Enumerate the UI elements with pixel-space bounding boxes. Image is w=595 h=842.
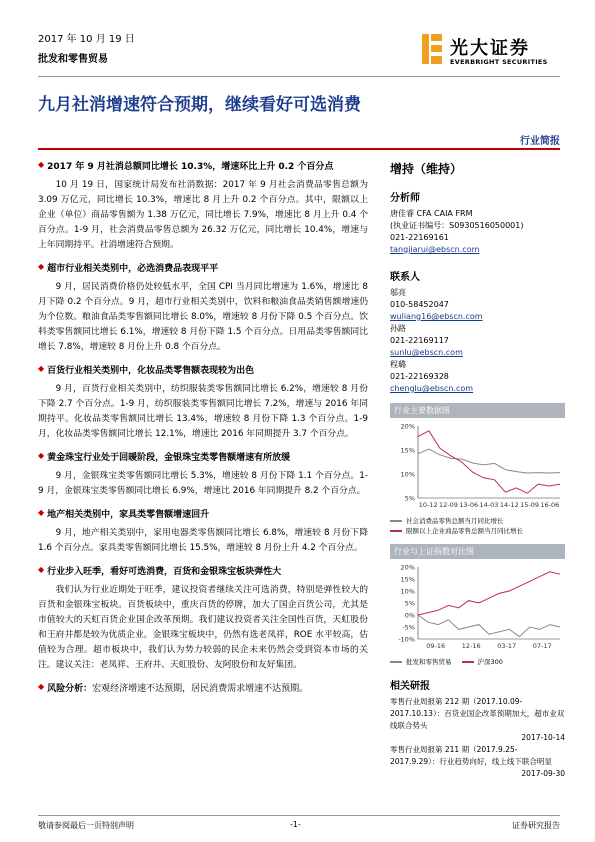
contact-name: 程璐 (390, 360, 406, 369)
diamond-bullet-icon: ◆ (38, 262, 45, 271)
section-paragraph: 9 月，地产相关类别中，家用电器类零售额同比增长 6.8%，增速较 8 月份下降 1.6 个百分点。家具类零售额同比增长 15.5%，增速较 8 月份上升 4.2 个百分点。 (38, 528, 368, 553)
analyst-phone: 021-22169161 (390, 233, 449, 242)
section-heading: 2017 年 9 月社消总额同比增长 10.3%，增速环比上升 0.2 个百分点 (47, 162, 334, 172)
y-tick-label: 15% (400, 575, 415, 584)
contact-name: 孙路 (390, 324, 406, 333)
y-tick-label: 5% (404, 599, 415, 608)
section (38, 159, 368, 253)
risk-text: 宏观经济增速不达预期，居民消费需求增速不达预期。 (92, 684, 309, 694)
report-title: 九月社消增速符合预期，继续看好可选消费 (38, 95, 361, 115)
series-line (418, 431, 560, 493)
chart-header: 行业主要数据图 (390, 403, 565, 418)
legend-swatch (390, 520, 402, 522)
risk-analysis (38, 681, 368, 694)
section-heading: 超市行业相关类别中，必选消费品表现平平 (47, 264, 219, 274)
section-paragraph: 9 月，百货行业相关类别中，纺织服装类零售额同比增长 6.2%，增速较 8 月份下降 2.7 个百分点。1-9 月，纺织服装类零售额同比增长 7.2%，增速与 2016 年同期持平。化妆品类零售额同比增长 13.4%，增速较 8 月份下降 1.3 个百分点。1-9 月，化妆品类零售额同比增长 12.1%，增速比 2016 年同期提升 3.7 个百分点。 (38, 384, 368, 439)
contact-item (390, 323, 565, 359)
x-tick-label: 13-06 (459, 501, 479, 509)
section (38, 363, 368, 442)
chart-2-svg (390, 559, 565, 657)
section-paragraph: 10 月 19 日，国家统计局发布社消数据：2017 年 9 月社会消费品零售总额为 3.09 万亿元，同比增长 10.3%，增速比 8 月上升 0.2 个百分点。其中，限额以上企业（单位）商品零售额为 1.38 万亿元，同比增长 7.9%，增速比 8 月上升 0.4 个百分点。1-9 月，社会消费品零售总额为 26.32 万亿元，同比增长 10.4%，增速与上年同期持平。社消增速符合预期。 (38, 180, 368, 250)
legend-label: 社会消费品零售总额当月同比增长 (406, 517, 504, 525)
series-line (418, 615, 560, 637)
analyst-cert: (执业证书编号：S0930516050001) (390, 221, 524, 230)
diamond-bullet-icon: ◆ (38, 682, 45, 691)
section-paragraph: 9 月，居民消费价格仍处较低水平，全国 CPI 当月同比增速为 1.6%，增速比 8 月下降 0.2 个百分点。9 月，超市行业相关类别中，饮料和粮油食品类销售额增速仍为个位数。粮油食品类零售额同比增长 8.0%，增速较 8 月份下降 0.5 个百分点。饮料类零售额同比增长 6.1%，增速较 8 月份下降 1.5 个百分点。日用品类零售额同比增长 7.8%，增速较 8 月份上升 0.8 个百分点。 (38, 282, 368, 352)
x-tick-label: 15-09 (520, 501, 540, 509)
page-number: -1- (290, 820, 301, 829)
x-tick-label: 12-09 (438, 501, 458, 509)
x-tick-label: 03-17 (497, 642, 517, 650)
y-tick-label: 20% (400, 563, 415, 572)
y-tick-label: 10% (400, 587, 415, 596)
footer-divider (38, 815, 560, 816)
analyst-email[interactable]: tangjiarui@ebscn.com (390, 245, 480, 254)
series-line (418, 449, 560, 473)
related-date: 2017-09-30 (521, 769, 565, 778)
report-date: 2017 年 10 月 19 日 (38, 34, 135, 45)
analyst-name: 唐佳睿 CFA CAIA FRM (390, 209, 473, 218)
section-paragraph: 9 月，金银珠宝类零售额同比增长 5.3%，增速较 8 月份下降 1.1 个百分点。1-9 月，金银珠宝类零售额同比增长 6.9%，增速比 2016 年同期提升 8.2 个百分点。 (38, 471, 368, 496)
y-tick-label: 15% (400, 446, 415, 455)
legend-swatch (390, 530, 402, 532)
legend-swatch (462, 661, 474, 663)
y-tick-label: 5% (404, 494, 415, 503)
sidebar (390, 160, 565, 780)
logo-mark-icon (420, 32, 444, 66)
legend-label: 限额以上企业商品零售总额当月同比增长 (406, 527, 523, 535)
analyst-heading: 分析师 (390, 193, 420, 204)
chart-1 (390, 418, 565, 516)
related-item[interactable] (390, 744, 565, 780)
x-tick-label: 14-03 (479, 501, 499, 509)
y-tick-label: 20% (400, 422, 415, 431)
chart-1-svg (390, 418, 565, 516)
series-line (418, 572, 560, 615)
x-tick-label: 10-12 (418, 501, 438, 509)
related-text: 零售行业周报第 212 期（2017.10.09-2017.10.13）：百货业国企改革预期加大，超市业双线联合势头 (390, 697, 565, 730)
report-type: 行业简报 (520, 136, 560, 147)
main-content (38, 154, 368, 700)
x-tick-label: 12-16 (461, 642, 481, 650)
diamond-bullet-icon: ◆ (38, 364, 45, 373)
contact-item (390, 359, 565, 395)
rating: 增持（维持） (390, 162, 463, 176)
related-date: 2017-10-14 (521, 733, 565, 742)
legend-label: 批发和零售贸易 (406, 658, 452, 666)
section (38, 507, 368, 556)
risk-label: 风险分析： (47, 684, 93, 694)
contact-name: 邬亮 (390, 288, 406, 297)
contact-email[interactable]: wuliang16@ebscn.com (390, 312, 483, 321)
legend-swatch (390, 661, 402, 663)
section (38, 564, 368, 673)
related-item[interactable] (390, 696, 565, 744)
sector-name: 批发和零售贸易 (38, 54, 108, 65)
header-divider (38, 76, 560, 77)
legend-item (390, 526, 565, 536)
diamond-bullet-icon: ◆ (38, 160, 45, 169)
diamond-bullet-icon: ◆ (38, 565, 45, 574)
x-tick-label: 14-12 (499, 501, 519, 509)
x-tick-label: 16-06 (540, 501, 560, 509)
y-tick-label: 10% (400, 470, 415, 479)
logo-chinese-name: 光大证券 (450, 38, 530, 59)
brand-logo (420, 32, 570, 72)
contact-item (390, 287, 565, 323)
legend-row (390, 657, 565, 667)
y-tick-label: -10% (398, 635, 415, 644)
title-divider (38, 148, 560, 150)
contact-phone: 021-22169117 (390, 336, 449, 345)
footer-report-label: 证券研究报告 (512, 821, 560, 830)
section-heading: 黄金珠宝行业处于回暖阶段，金银珠宝类零售额增速有所放缓 (47, 453, 291, 463)
contact-phone: 010-58452047 (390, 300, 449, 309)
diamond-bullet-icon: ◆ (38, 451, 45, 460)
contact-email[interactable]: sunlu@ebscn.com (390, 348, 463, 357)
legend-item (390, 516, 565, 526)
section-heading: 地产相关类别中，家具类零售额增速回升 (47, 510, 210, 520)
y-tick-label: 0% (404, 611, 415, 620)
contact-heading: 联系人 (390, 272, 420, 283)
section (38, 450, 368, 499)
chart-header: 行业与上证指数对比图 (390, 544, 565, 559)
x-tick-label: 09-16 (426, 642, 446, 650)
related-text: 零售行业周报第 211 期（2017.9.25-2017.9.29）：行业趋势向好，线上线下联合明显 (390, 745, 552, 766)
section-heading: 行业步入旺季，看好可选消费，百货和金银珠宝板块弹性大 (47, 567, 282, 577)
y-tick-label: -5% (402, 623, 415, 632)
logo-english-name: EVERBRIGHT SECURITIES (450, 58, 548, 66)
footer-disclaimer[interactable]: 敬请参阅最后一页特别声明 (38, 821, 134, 830)
legend-label: 沪深300 (477, 658, 503, 666)
contact-phone: 021-22169328 (390, 372, 449, 381)
x-tick-label: 07-17 (532, 642, 552, 650)
diamond-bullet-icon: ◆ (38, 508, 45, 517)
section (38, 261, 368, 355)
chart-2 (390, 559, 565, 657)
section-paragraph: 我们认为行业近期处于旺季，建议投资者继续关注可选消费，特别是弹性较大的百货和金银珠宝板块。百货板块中，重庆百货的停牌，加大了国企百货公司，尤其是市值较大的天虹百货企业国企改革预期。我们建议投资者关注全国性百货，天虹股份和王府井都是较为优质企业。金银珠宝板块中，仍然有选老凤祥，ROE 水平较高，估值较为合理。超市板块中，我们认为势力较弱的民企未来仍然会受到资本市场的关注。建议关注：老凤祥、王府井、天虹股份、友阿股份和友好集团。 (38, 585, 368, 670)
related-heading: 相关研报 (390, 681, 430, 692)
section-heading: 百货行业相关类别中，化妆品类零售额表现较为出色 (47, 366, 255, 376)
contact-email[interactable]: chenglu@ebscn.com (390, 384, 474, 393)
